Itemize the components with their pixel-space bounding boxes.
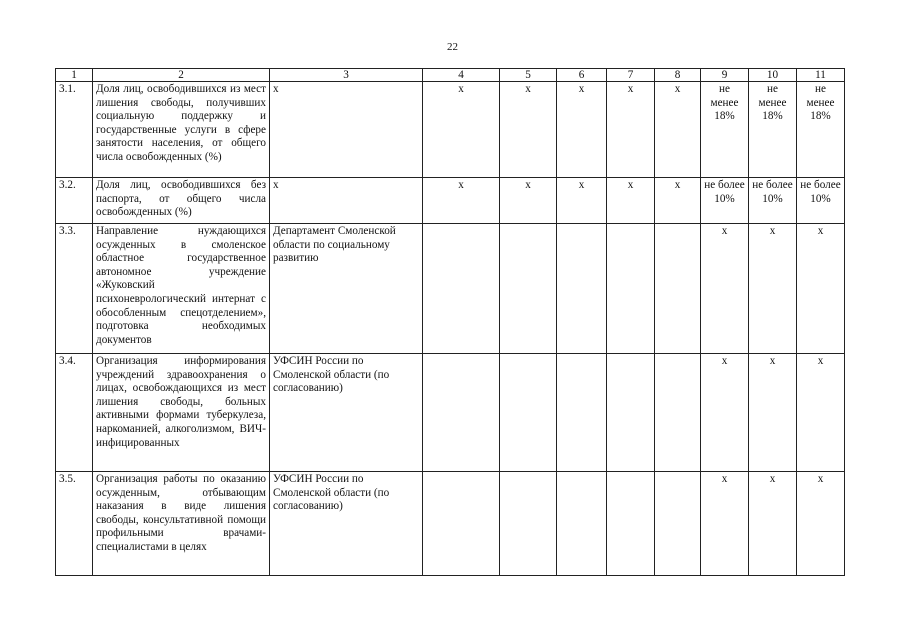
- row-cell-col8: [655, 224, 701, 354]
- row-cell-col6: [557, 472, 607, 576]
- row-cell-col9: не более 10%: [701, 178, 749, 224]
- row-description: Направление нуждающихся осужденных в смоленское областное государственное автономное учреждение «Жуковский психоневрологический интернат с обособленным спецотделением», подготовка необходимых документов: [93, 224, 270, 354]
- program-table: [55, 68, 845, 576]
- row-cell-col8: [655, 354, 701, 472]
- row-description: Доля лиц, освободившихся без паспорта, от общего числа освобожденных (%): [93, 178, 270, 224]
- row-cell-col7: [607, 354, 655, 472]
- row-executor: УФСИН России по Смоленской области (по согласованию): [270, 354, 423, 472]
- column-header: 7: [607, 69, 655, 82]
- row-cell-col8: x: [655, 82, 701, 178]
- row-cell-col4: x: [423, 178, 500, 224]
- row-cell-col7: [607, 472, 655, 576]
- row-cell-col7: x: [607, 82, 655, 178]
- row-executor: x: [270, 178, 423, 224]
- row-cell-col4: [423, 224, 500, 354]
- row-cell-col8: x: [655, 178, 701, 224]
- row-cell-col5: x: [500, 82, 557, 178]
- column-header: 4: [423, 69, 500, 82]
- row-cell-col9: x: [701, 224, 749, 354]
- column-header: 6: [557, 69, 607, 82]
- column-header: 1: [56, 69, 93, 82]
- row-cell-col5: [500, 472, 557, 576]
- row-cell-col10: x: [749, 224, 797, 354]
- column-header: 8: [655, 69, 701, 82]
- row-cell-col4: x: [423, 82, 500, 178]
- table-header-row: [56, 69, 845, 82]
- row-cell-col7: x: [607, 178, 655, 224]
- column-header: 11: [797, 69, 845, 82]
- row-cell-col11: не менее 18%: [797, 82, 845, 178]
- row-cell-col6: x: [557, 82, 607, 178]
- row-number: 3.2.: [56, 178, 93, 224]
- row-executor: x: [270, 82, 423, 178]
- row-cell-col11: x: [797, 354, 845, 472]
- row-cell-col9: x: [701, 472, 749, 576]
- row-cell-col11: x: [797, 224, 845, 354]
- row-cell-col10: не менее 18%: [749, 82, 797, 178]
- row-cell-col6: [557, 354, 607, 472]
- row-cell-col5: [500, 224, 557, 354]
- column-header: 3: [270, 69, 423, 82]
- row-cell-col4: [423, 354, 500, 472]
- row-cell-col5: x: [500, 178, 557, 224]
- row-cell-col8: [655, 472, 701, 576]
- table-row: [56, 82, 845, 178]
- row-cell-col6: [557, 224, 607, 354]
- row-number: 3.4.: [56, 354, 93, 472]
- column-header: 2: [93, 69, 270, 82]
- row-cell-col5: [500, 354, 557, 472]
- row-cell-col11: x: [797, 472, 845, 576]
- row-cell-col9: x: [701, 354, 749, 472]
- row-cell-col10: x: [749, 472, 797, 576]
- row-number: 3.5.: [56, 472, 93, 576]
- row-cell-col10: x: [749, 354, 797, 472]
- row-cell-col4: [423, 472, 500, 576]
- row-executor: Департамент Смоленской области по социальному развитию: [270, 224, 423, 354]
- table-row: [56, 354, 845, 472]
- row-executor: УФСИН России по Смоленской области (по согласованию): [270, 472, 423, 576]
- row-description: Организация информирования учреждений здравоохранения о лицах, освобождающихся из мест лишения свободы, больных активными формами туберкулеза, наркоманией, алкоголизмом, ВИЧ-инфицированных: [93, 354, 270, 472]
- table-row: [56, 472, 845, 576]
- row-number: 3.1.: [56, 82, 93, 178]
- row-number: 3.3.: [56, 224, 93, 354]
- table-row: [56, 178, 845, 224]
- column-header: 5: [500, 69, 557, 82]
- row-cell-col9: не менее 18%: [701, 82, 749, 178]
- row-cell-col10: не более 10%: [749, 178, 797, 224]
- page-number: 22: [447, 41, 458, 53]
- table-row: [56, 224, 845, 354]
- column-header: 10: [749, 69, 797, 82]
- row-cell-col7: [607, 224, 655, 354]
- column-header: 9: [701, 69, 749, 82]
- row-description: Организация работы по оказанию осужденным, отбывающим наказания в виде лишения свободы, консультативной помощи профильными врачами-специалистами в целях: [93, 472, 270, 576]
- row-cell-col11: не более 10%: [797, 178, 845, 224]
- row-description: Доля лиц, освободившихся из мест лишения свободы, получивших социальную поддержку и государственные услуги в сфере занятости населения, от общего числа освобожденных (%): [93, 82, 270, 178]
- row-cell-col6: x: [557, 178, 607, 224]
